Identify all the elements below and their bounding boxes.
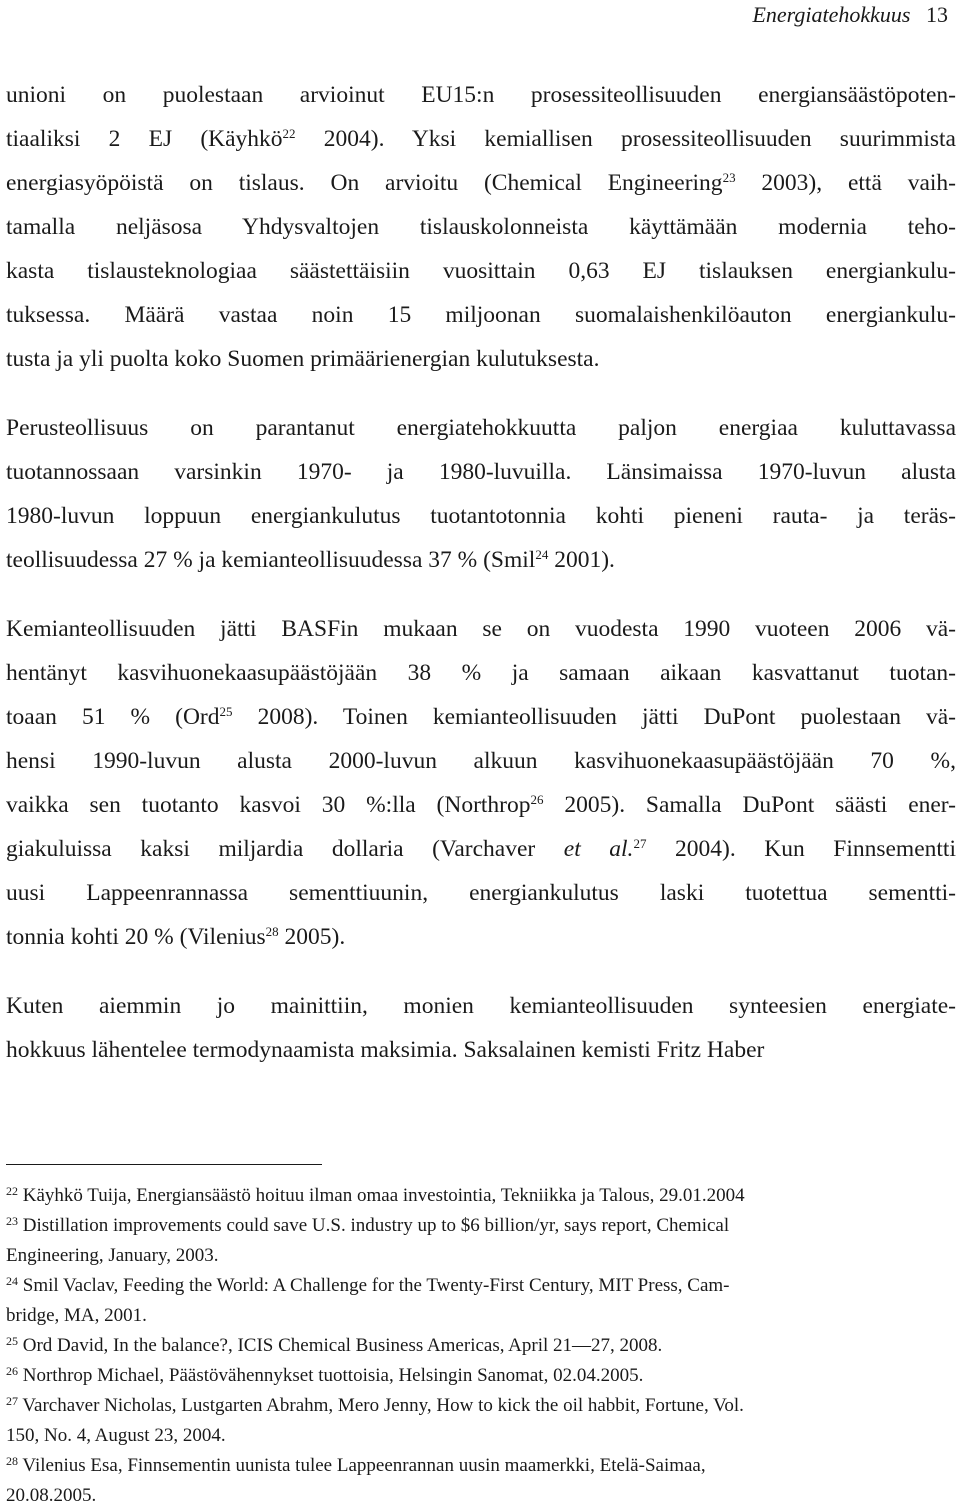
text-line [6, 406, 956, 450]
text-run: 2005). Samalla DuPont säästi ener- [543, 792, 956, 818]
text-run: toaan 51 % (Ord [6, 704, 220, 730]
text-run: tusta ja yli puolta koko Suomen primäärienergian kulutuksesta. [6, 346, 600, 372]
footnote-text: Engineering, January, 2003. [6, 1245, 219, 1266]
footnote-26 [6, 1361, 951, 1391]
text-line [6, 827, 956, 871]
footnote-text: Northrop Michael, Päästövähennykset tuottoisia, Helsingin Sanomat, 02.04.2005. [22, 1365, 644, 1386]
text-run: tuotannossaan varsinkin 1970- ja 1980-luvuilla. Länsimaissa 1970-luvun alusta [6, 459, 956, 485]
text-line [6, 871, 956, 915]
text-run: tamalla neljäsosa Yhdysvaltojen tislauskolonneista käyttämään modernia teho- [6, 214, 956, 240]
footnote-text: bridge, MA, 2001. [6, 1305, 147, 1326]
footnote-reference: 27 [633, 836, 647, 851]
footnote-reference: 24 [535, 547, 549, 562]
footnote-text: 150, No. 4, August 23, 2004. [6, 1425, 226, 1446]
text-run: 2003), että vaih- [735, 170, 957, 196]
text-run: energiasyöpöistä on tislaus. On arvioitu (Chemical Engineering [6, 170, 723, 196]
text-run: tiaaliksi 2 EJ (Käyhkö [6, 126, 283, 152]
footnote-separator [6, 1164, 322, 1165]
paragraph [6, 607, 956, 959]
footnote-reference: 28 [265, 924, 279, 939]
footnote-text: Ord David, In the balance?, ICIS Chemical Business Americas, April 21—27, 2008. [22, 1335, 663, 1356]
footnote-reference: 23 [722, 170, 736, 185]
text-run: Kuten aiemmin jo mainittiin, monien kemianteollisuuden synteesien energiate- [6, 993, 956, 1019]
footnote-text: Vilenius Esa, Finnsementin uunista tulee Lappeenrannan uusin maamerkki, Etelä-Saimaa, [22, 1455, 706, 1476]
footnote-reference: 22 [282, 126, 296, 141]
text-line [6, 337, 956, 381]
text-line [6, 450, 956, 494]
footnote-reference: 25 [219, 704, 233, 719]
footnote-24 [6, 1271, 951, 1331]
text-line [6, 1028, 956, 1072]
page-number: 13 [926, 2, 948, 27]
text-line [6, 651, 956, 695]
footnote-text: 20.08.2005. [6, 1485, 97, 1506]
text-run: 2008). Toinen kemianteollisuuden jätti DuPont puolestaan vä- [232, 704, 957, 730]
text-run: 2005). [278, 924, 346, 950]
text-run: giakuluissa kaksi miljardia dollaria (Varchaver [6, 836, 564, 862]
text-line [6, 607, 956, 651]
text-line [6, 739, 956, 783]
footnote-28 [6, 1451, 951, 1511]
text-line [6, 73, 956, 117]
paragraph [6, 73, 956, 381]
text-run: 2004). Kun Finnsementti [646, 836, 956, 862]
footnote-25 [6, 1331, 951, 1361]
header-title: Energiatehokkuus [752, 2, 911, 27]
footnote-number: 24 [6, 1274, 18, 1288]
text-run: 2001). [548, 547, 615, 573]
footnote-22 [6, 1181, 951, 1211]
footnote-reference: 26 [530, 792, 544, 807]
text-line [6, 161, 956, 205]
text-run: Perusteollisuus on parantanut energiatehokkuutta paljon energiaa kuluttavassa [6, 415, 956, 441]
footnote-number: 25 [6, 1334, 18, 1348]
text-run: unioni on puolestaan arvioinut EU15:n prosessiteollisuuden energiansäästöpoten- [6, 82, 956, 108]
text-line [6, 695, 956, 739]
footnote-text: Smil Vaclav, Feeding the World: A Challenge for the Twenty-First Century, MIT Press, Cam- [22, 1275, 730, 1296]
italic-text: et al. [563, 836, 634, 862]
text-run: 2004). Yksi kemiallisen prosessiteollisuuden suurimmista [295, 126, 956, 152]
text-run: Kemianteollisuuden jätti BASFin mukaan se on vuodesta 1990 vuoteen 2006 vä- [6, 616, 956, 642]
footnote-number: 23 [6, 1214, 18, 1228]
text-run: vaikka sen tuotanto kasvoi 30 %:lla (Northrop [6, 792, 531, 818]
footnotes [6, 1181, 951, 1511]
text-run: tonnia kohti 20 % (Vilenius [6, 924, 266, 950]
text-run: hokkuus lähentelee termodynaamista maksimia. Saksalainen kemisti Fritz Haber [6, 1037, 765, 1063]
paragraph [6, 984, 956, 1072]
running-header [752, 0, 948, 34]
text-line [6, 494, 956, 538]
footnote-text: Käyhkö Tuija, Energiansäästö hoituu ilman omaa investointia, Tekniikka ja Talous, 29.01.2004 [22, 1185, 745, 1206]
text-line [6, 984, 956, 1028]
body-text [6, 73, 956, 1097]
text-run: teollisuudessa 27 % ja kemianteollisuudessa 37 % (Smil [6, 547, 536, 573]
footnote-text: Distillation improvements could save U.S. industry up to $6 billion/yr, says report, Chemical [22, 1215, 730, 1236]
footnote-text: Varchaver Nicholas, Lustgarten Abrahm, Mero Jenny, How to kick the oil habbit, Fortune, Vol. [22, 1395, 744, 1416]
text-line [6, 915, 956, 959]
text-run: 1980-luvun loppuun energiankulutus tuotantotonnia kohti pieneni rauta- ja teräs- [6, 503, 956, 529]
footnote-number: 22 [6, 1184, 18, 1198]
text-run: kasta tislausteknologiaa säästettäisiin vuosittain 0,63 EJ tislauksen energiankulu- [6, 258, 956, 284]
text-line [6, 538, 956, 582]
text-run: uusi Lappeenrannassa sementtiuunin, energiankulutus laski tuotettua sementti- [6, 880, 956, 906]
text-line [6, 293, 956, 337]
text-line [6, 205, 956, 249]
footnote-27 [6, 1391, 951, 1451]
text-line [6, 783, 956, 827]
paragraph [6, 406, 956, 582]
text-line [6, 249, 956, 293]
text-run: hentänyt kasvihuonekaasupäästöjään 38 % ja samaan aikaan kasvattanut tuotan- [6, 660, 956, 686]
footnote-number: 28 [6, 1454, 18, 1468]
footnote-number: 27 [6, 1394, 18, 1408]
text-run: tuksessa. Määrä vastaa noin 15 miljoonan suomalaishenkilöauton energiankulu- [6, 302, 956, 328]
footnote-number: 26 [6, 1364, 18, 1378]
footnote-23 [6, 1211, 951, 1271]
text-run: hensi 1990-luvun alusta 2000-luvun alkuun kasvihuonekaasupäästöjään 70 %, [6, 748, 956, 774]
text-line [6, 117, 956, 161]
